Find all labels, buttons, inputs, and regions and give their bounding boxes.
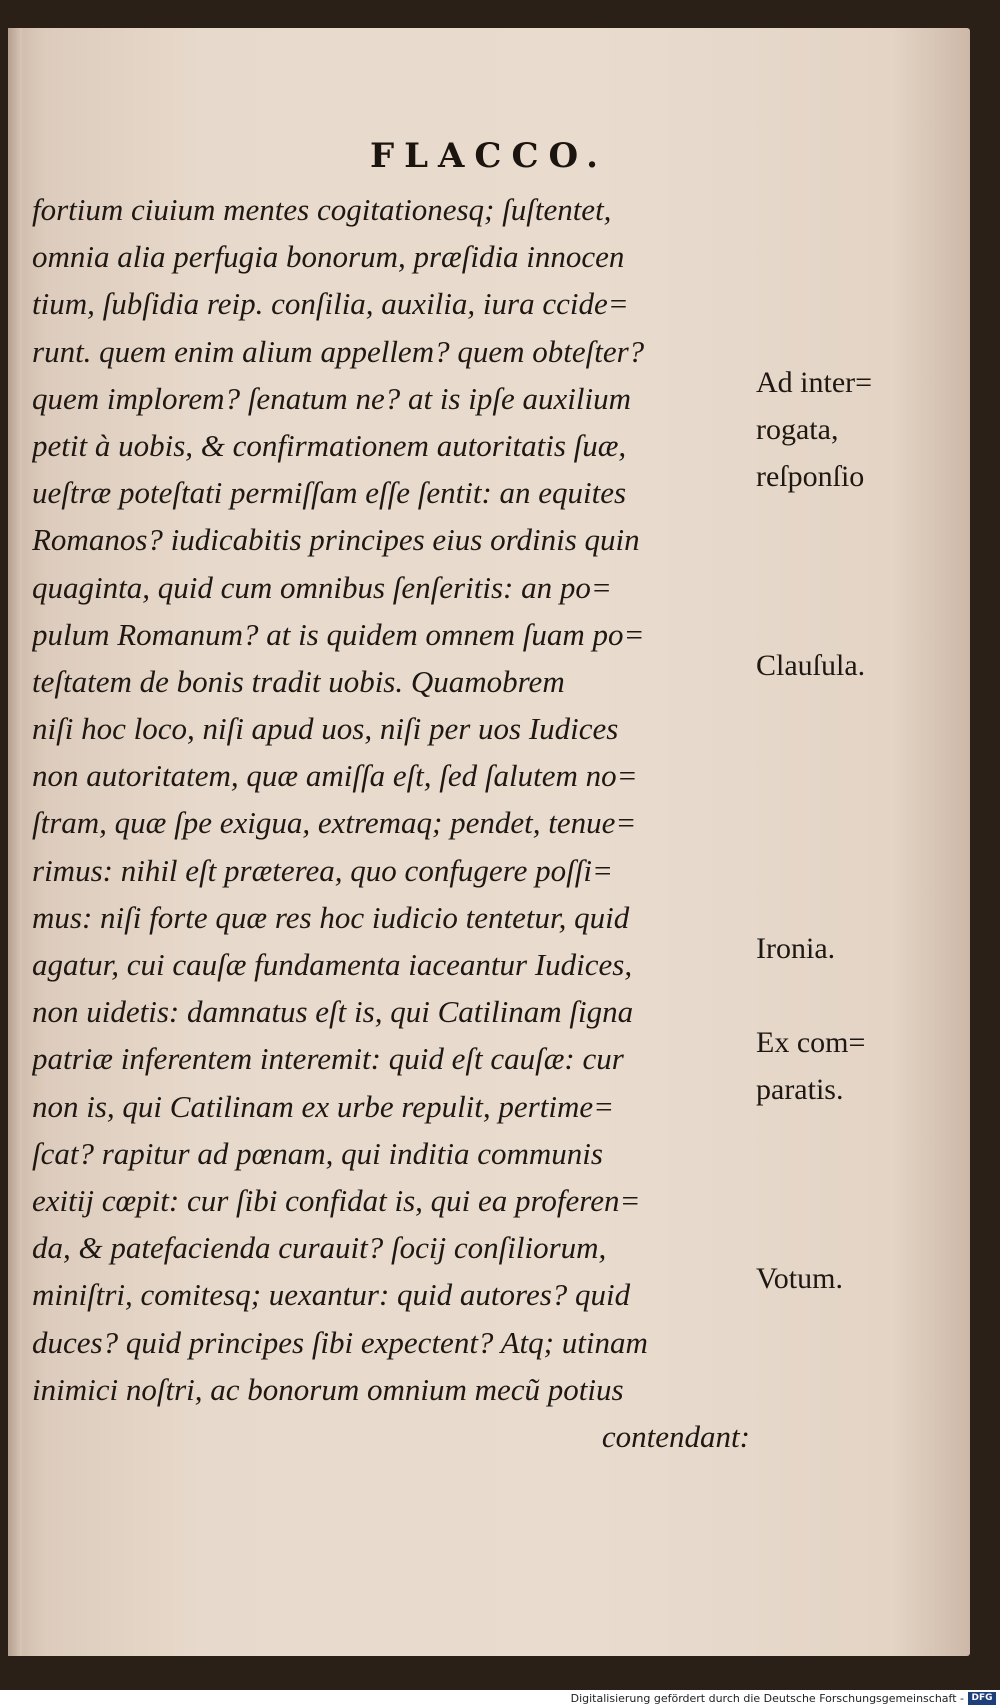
book-page xyxy=(8,28,970,1656)
text-line: patriæ inferentem interemit: quid eſt cauſæ: cur xyxy=(32,1041,624,1077)
text-line: ueſtræ poteſtati permiſſam eſſe ſentit: an equites xyxy=(32,475,627,511)
page-edge-shadow xyxy=(8,28,22,1656)
margin-note: Votum. xyxy=(756,1262,843,1295)
text-line: exitij cœpit: cur ſibi confidat is, qui ea proferen= xyxy=(32,1182,641,1218)
text-line: runt. quem enim alium appellem? quem obteſter? xyxy=(32,333,645,369)
margin-note: paratis. xyxy=(756,1073,844,1106)
margin-note: Ironia. xyxy=(756,932,836,965)
text-line: rimus: nihil eſt præterea, quo confugere poſſi= xyxy=(32,852,613,888)
footer-credit: Digitalisierung gefördert durch die Deutsche Forschungsgemeinschaft - xyxy=(570,1692,964,1705)
text-line: teſtatem de bonis tradit uobis. Quamobrem xyxy=(32,663,565,699)
text-line: petit à uobis, & confirmationem autoritatis ſuæ, xyxy=(32,427,627,463)
text-line: non uidetis: damnatus eſt is, qui Catilinam ſigna xyxy=(32,994,634,1030)
text-line: omnia alia perfugia bonorum, præſidia innocen xyxy=(32,239,625,275)
text-line: fortium ciuium mentes cogitationesq; ſuſtentet, xyxy=(32,192,612,227)
footer xyxy=(0,1690,1000,1708)
text-line: non is, qui Catilinam ex urbe repulit, pertime= xyxy=(32,1088,615,1124)
margin-note: reſponſio xyxy=(756,460,865,493)
running-head: FLACCO. xyxy=(369,136,608,176)
text-line: non autoritatem, quæ amiſſa eſt, ſed ſalutem no= xyxy=(32,758,638,794)
text-line: agatur, cui cauſæ fundamenta iaceantur Iudices, xyxy=(32,947,633,982)
text-line: duces? quid principes ſibi expectent? Atq; utinam xyxy=(32,1324,648,1360)
margin-note: Ex com= xyxy=(756,1026,866,1059)
margin-note: Ad inter= xyxy=(756,366,873,399)
text-line: miniſtri, comitesq; uexantur: quid autores? quid xyxy=(32,1277,631,1313)
text-line: pulum Romanum? at is quidem omnem ſuam po= xyxy=(32,616,645,652)
margin-note: rogata, xyxy=(756,413,839,446)
text-line: quaginta, quid cum omnibus ſenſeritis: an po= xyxy=(32,569,612,605)
text-line: tium, ſubſidia reip. conſilia, auxilia, iura ccide= xyxy=(32,286,629,322)
text-line: da, & patefacienda curauit? ſocij conſiliorum, xyxy=(32,1230,607,1266)
text-line: quem implorem? ſenatum ne? at is ipſe auxilium xyxy=(32,380,631,416)
text-line: Romanos? iudicabitis principes eius ordinis quin xyxy=(32,522,640,558)
catchword: contendant: xyxy=(601,1418,750,1454)
body-text xyxy=(32,186,762,1460)
text-line: ſcat? rapitur ad pœnam, qui inditia communis xyxy=(32,1135,603,1171)
text-line: mus: niſi forte quæ res hoc iudicio tentetur, quid xyxy=(32,899,630,935)
text-line: ſtram, quæ ſpe exigua, extremaq; pendet, tenue= xyxy=(32,805,637,841)
text-line: niſi hoc loco, niſi apud uos, niſi per uos Iudices xyxy=(32,711,619,747)
text-line: inimici noſtri, ac bonorum omnium mecũ potius xyxy=(32,1371,624,1407)
dfg-logo-icon: DFG xyxy=(968,1692,996,1705)
margin-note: Clauſula. xyxy=(756,649,866,682)
